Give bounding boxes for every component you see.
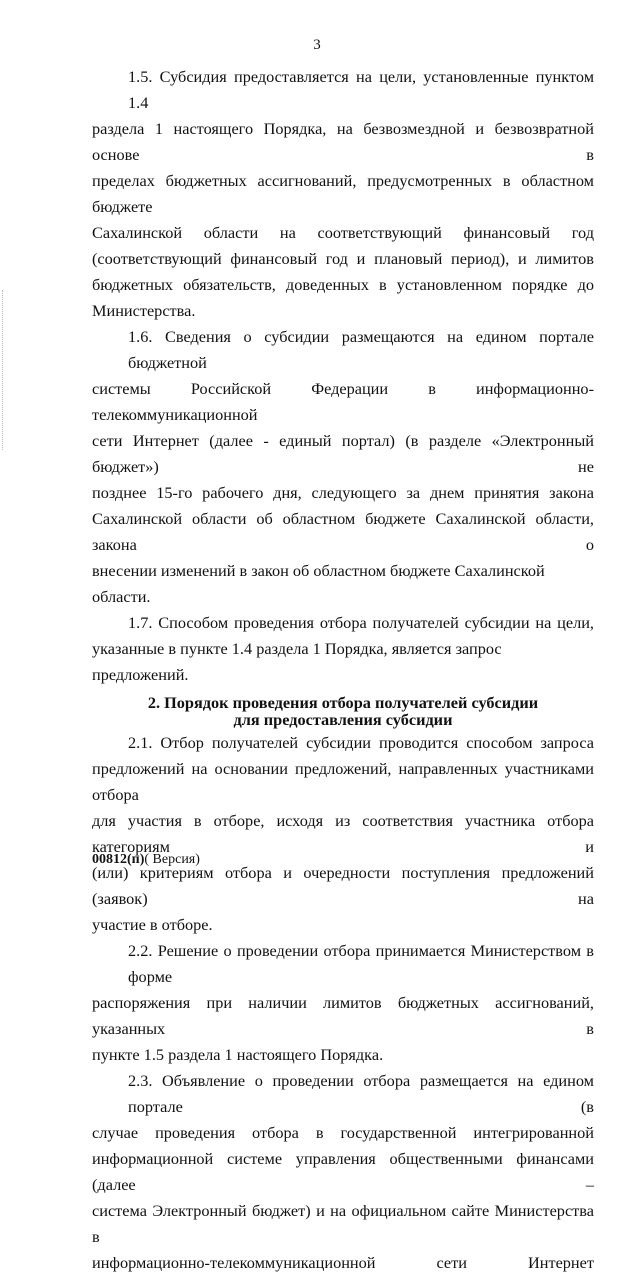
paragraph-line: система Электронный бюджет) и на официальном сайте Министерства в bbox=[92, 1201, 594, 1246]
paragraph-line: 2.3. Объявление о проведении отбора размещается на едином портале (в bbox=[128, 1071, 594, 1116]
document-body bbox=[92, 64, 594, 1276]
paragraph-line: пункте 1.5 раздела 1 настоящего Порядка. bbox=[92, 1045, 384, 1064]
paragraph-line: внесении изменений в закон об областном бюджете Сахалинской области. bbox=[92, 561, 545, 606]
paragraph-line: 1.5. Субсидия предоставляется на цели, установленные пунктом 1.4 bbox=[128, 67, 594, 112]
paragraph-1-6 bbox=[92, 324, 594, 610]
page-number: 3 bbox=[313, 37, 321, 53]
paragraph-line: Сахалинской области об областном бюджете Сахалинской области, закона о bbox=[92, 509, 594, 554]
paragraph-line: раздела 1 настоящего Порядка, на безвозмездной и безвозвратной основе в bbox=[92, 119, 594, 164]
paragraph-line: 1.7. Способом проведения отбора получателей субсидии на цели, bbox=[128, 613, 594, 632]
paragraph-line: системы Российской Федерации в информационно-телекоммуникационной bbox=[92, 379, 594, 424]
paragraph-line: Министерства. bbox=[92, 301, 196, 320]
paragraph-line: 2.1. Отбор получателей субсидии проводится способом запроса bbox=[128, 733, 594, 752]
section-heading bbox=[92, 688, 594, 730]
document-version-label: ( Версия) bbox=[144, 852, 200, 867]
paragraph-line: указанные в пункте 1.4 раздела 1 Порядка, является запрос предложений. bbox=[92, 639, 502, 684]
scan-margin-mark bbox=[2, 290, 4, 450]
paragraph-line: распоряжения при наличии лимитов бюджетных ассигнований, указанных в bbox=[92, 993, 594, 1038]
paragraph-line: (или) критериям отбора и очередности поступления предложений (заявок) на bbox=[92, 863, 594, 908]
paragraph-1-5 bbox=[92, 64, 594, 324]
paragraph-line: информационной системе управления общественными финансами (далее – bbox=[92, 1149, 594, 1194]
paragraph-line: 2.2. Решение о проведении отбора принимается Министерством в форме bbox=[128, 941, 594, 986]
paragraph-line: (соответствующий финансовый год и плановый период), и лимитов bbox=[92, 249, 594, 268]
paragraph-line: Сахалинской области на соответствующий финансовый год bbox=[92, 223, 594, 242]
paragraph-2-1 bbox=[92, 730, 594, 938]
paragraph-line: 1.6. Сведения о субсидии размещаются на едином портале бюджетной bbox=[128, 327, 594, 372]
section-heading-line: 2. Порядок проведения отбора получателей субсидии bbox=[147, 693, 539, 712]
document-footer bbox=[92, 851, 200, 868]
paragraph-line: участие в отборе. bbox=[92, 915, 213, 934]
section-heading-line: для предоставления субсидии bbox=[233, 710, 453, 729]
paragraph-line: сети Интернет (далее - единый портал) (в разделе «Электронный бюджет») не bbox=[92, 431, 594, 476]
paragraph-1-7 bbox=[92, 610, 594, 688]
paragraph-line: позднее 15-го рабочего дня, следующего за днем принятия закона bbox=[92, 483, 594, 502]
paragraph-line: пределах бюджетных ассигнований, предусмотренных в областном бюджете bbox=[92, 171, 594, 216]
document-code: 00812(п) bbox=[92, 852, 145, 867]
paragraph-line: бюджетных обязательств, доведенных в установленном порядке до bbox=[92, 275, 594, 294]
paragraph-2-3 bbox=[92, 1068, 594, 1276]
paragraph-line: информационно-телекоммуникационной сети Интернет bbox=[92, 1253, 594, 1272]
paragraph-2-2 bbox=[92, 938, 594, 1068]
paragraph-line: случае проведения отбора в государственной интегрированной bbox=[92, 1123, 594, 1142]
paragraph-line: для участия в отборе, исходя из соответствия участника отбора категориям и bbox=[92, 811, 594, 856]
paragraph-line: предложений на основании предложений, направленных участниками отбора bbox=[92, 759, 594, 804]
